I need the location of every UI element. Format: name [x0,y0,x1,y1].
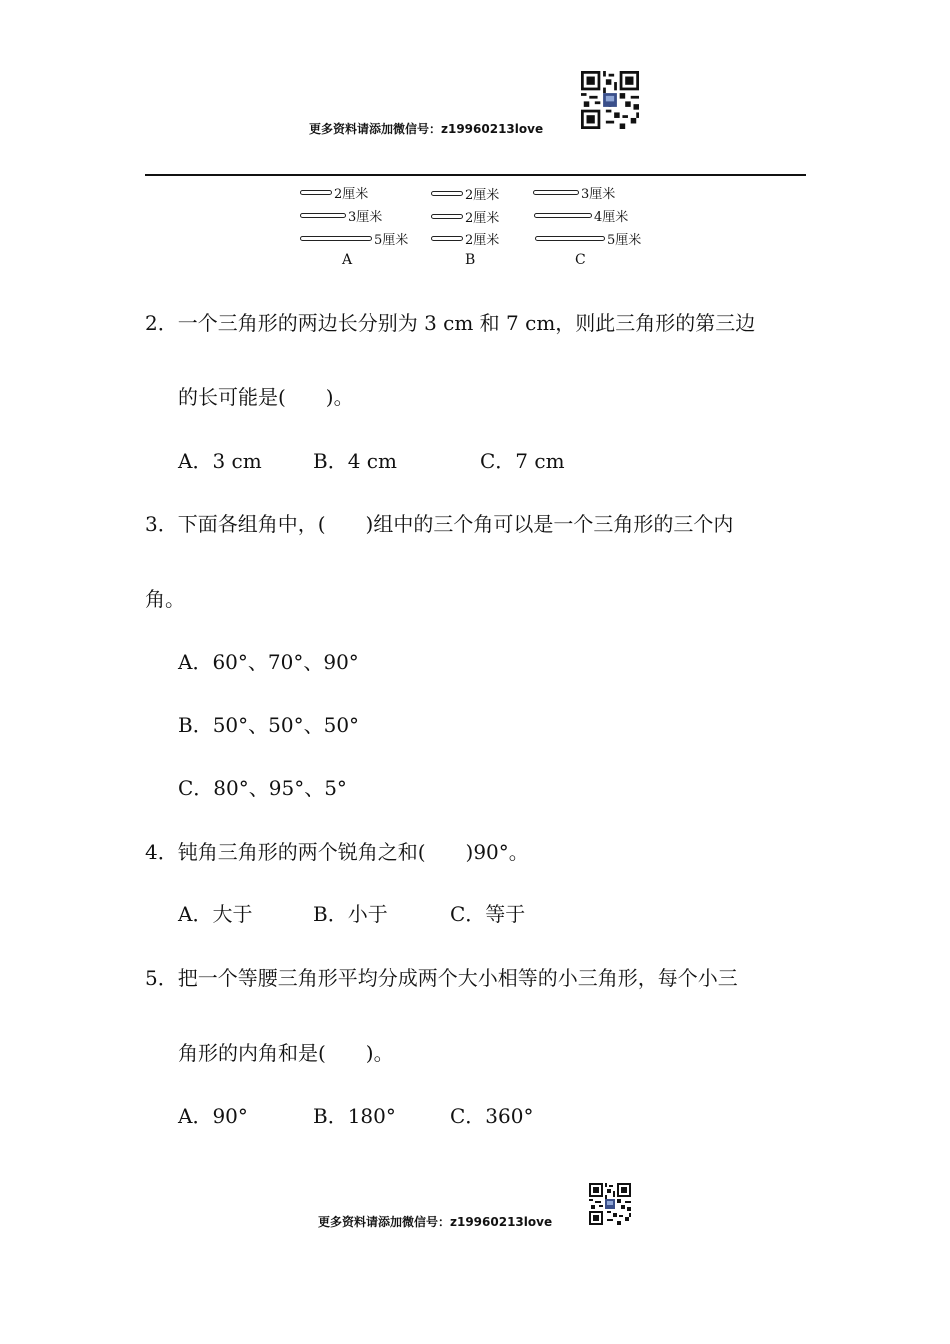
q3-stem-line2: 角。 [145,587,185,611]
stick [300,190,332,195]
q5-stem-line2: 角形的内角和是( )。 [178,1041,394,1065]
stick-row [431,231,500,248]
footer-contact-text: 更多资料请添加微信号：z19960213love [318,1215,553,1229]
stick [431,214,463,219]
q2-option-b: B．4 cm [313,449,397,473]
stick-row [300,208,383,225]
stick [533,190,579,195]
qr-code-icon [589,1183,631,1225]
stick [431,191,463,196]
stick-row [535,231,642,248]
stick-label: 2厘米 [465,232,500,248]
stick-label: 2厘米 [334,186,369,202]
stick-label: 5厘米 [374,232,409,248]
stick [300,236,372,241]
q4-stem-line1: 4．钝角三角形的两个锐角之和( )90°。 [145,840,529,864]
q5-stem-line1: 5．把一个等腰三角形平均分成两个大小相等的小三角形，每个小三 [145,966,738,990]
q2-option-c: C．7 cm [480,449,565,473]
stick-row [534,208,629,225]
stick-label: 4厘米 [594,209,629,225]
q3-stem-line1: 3．下面各组角中，( )组中的三个角可以是一个三角形的三个内 [145,512,734,536]
qr-code-icon [581,71,639,129]
q2-stem-line2: 的长可能是( )。 [178,385,354,409]
group-label-b: B [465,252,476,268]
q3-option-b: B．50°、50°、50° [178,713,360,737]
stick-row [431,186,500,203]
q2-option-a: A．3 cm [178,449,262,473]
group-label-a: A [342,252,353,268]
q4-option-a: A．大于 [178,902,253,926]
stick-label: 2厘米 [465,187,500,203]
q4-option-b: B．小于 [313,902,388,926]
stick-label: 5厘米 [607,232,642,248]
q3-option-a: A．60°、70°、90° [178,650,359,674]
header-contact-text: 更多资料请添加微信号：z19960213love [309,122,544,136]
stick [534,213,592,218]
q3-option-c: C．80°、95°、5° [178,776,347,800]
stick-row [533,185,616,202]
stick [431,236,463,241]
q5-option-c: C．360° [450,1104,534,1128]
stick-label: 2厘米 [465,210,500,226]
q2-stem-line1: 2．一个三角形的两边长分别为 3 cm 和 7 cm，则此三角形的第三边 [145,311,756,335]
stick-label: 3厘米 [581,186,616,202]
stick [535,236,605,241]
q4-option-c: C．等于 [450,902,526,926]
stick-label: 3厘米 [348,209,383,225]
header-divider [145,174,806,176]
q5-option-a: A．90° [178,1104,248,1128]
group-label-c: C [575,252,586,268]
stick-row [300,185,369,202]
q5-option-b: B．180° [313,1104,396,1128]
stick [300,213,346,218]
stick-row [300,231,409,248]
stick-row [431,209,500,226]
